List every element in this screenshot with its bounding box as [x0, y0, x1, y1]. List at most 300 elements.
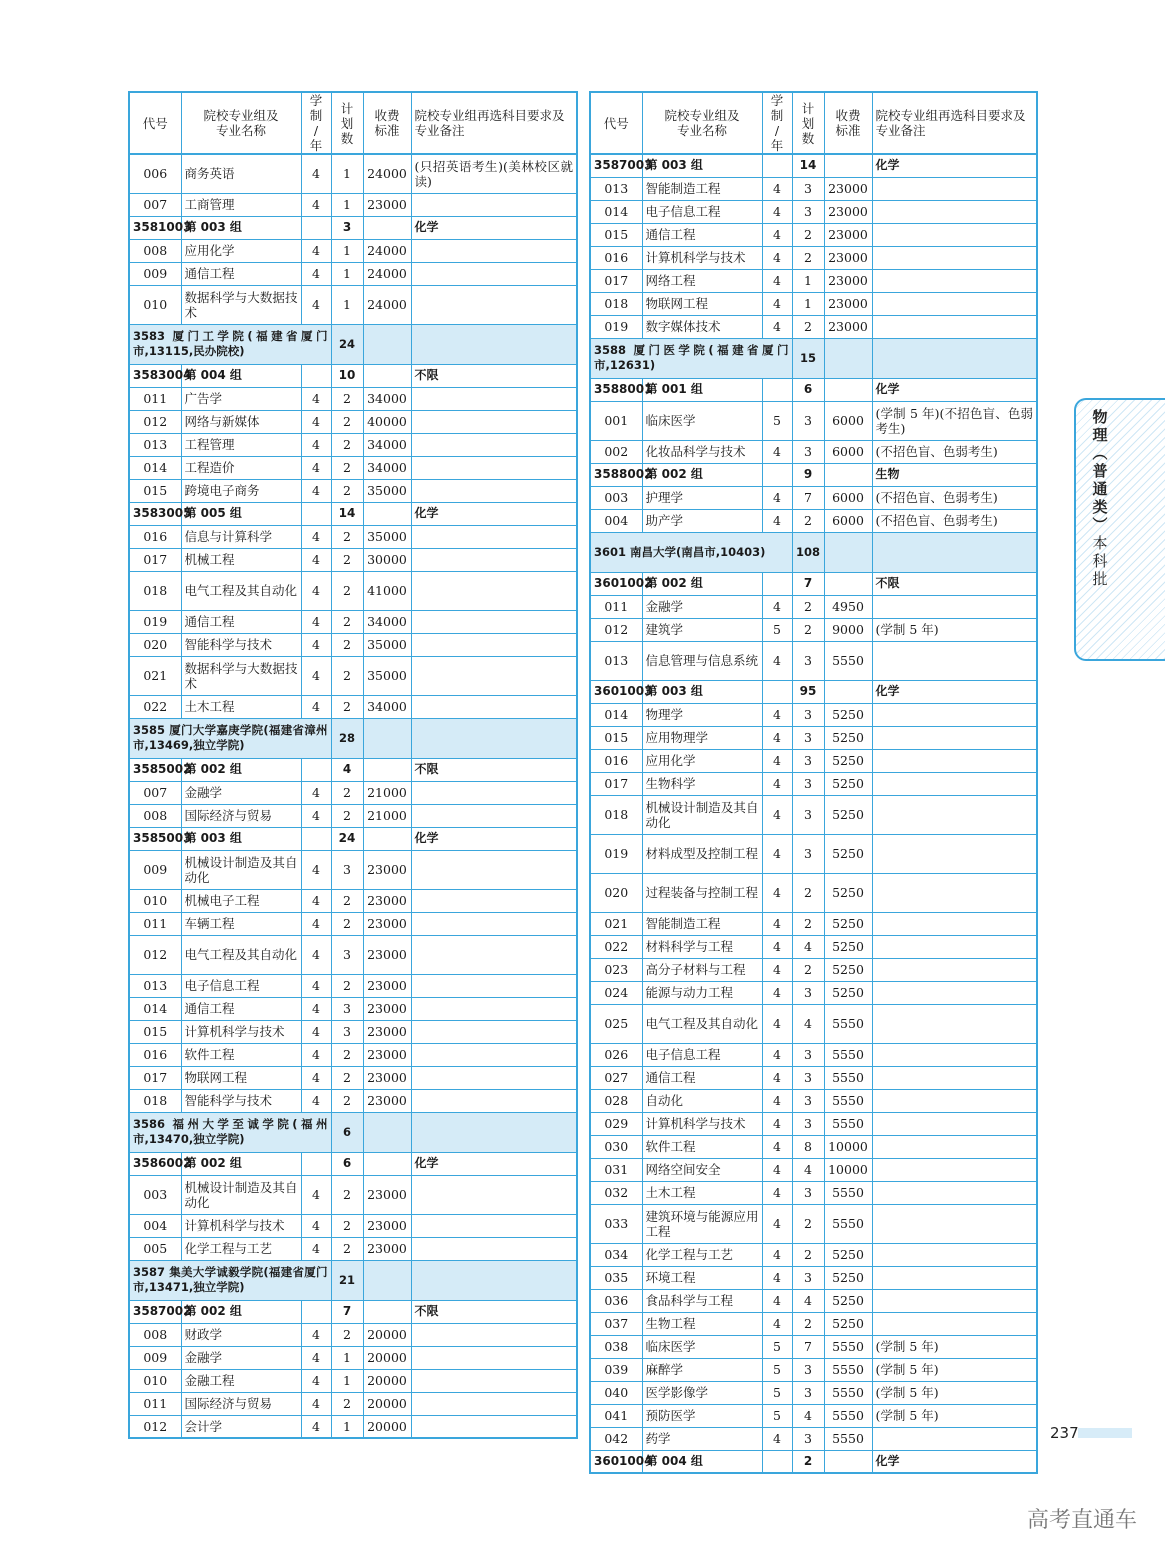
- school-plan: 21: [331, 1260, 363, 1300]
- group-code: 3588001: [590, 378, 642, 401]
- major-row: [129, 571, 577, 610]
- major-code: 008: [129, 1323, 181, 1346]
- major-years: 4: [762, 1158, 792, 1181]
- major-name: 自动化: [642, 1089, 762, 1112]
- major-years: 4: [762, 958, 792, 981]
- group-row: [129, 216, 577, 239]
- major-years: 4: [762, 200, 792, 223]
- group-plan: 6: [331, 1152, 363, 1175]
- group-plan: 14: [792, 154, 824, 177]
- section-side-tab: [1074, 398, 1165, 661]
- major-plan: 1: [331, 262, 363, 285]
- major-years: 4: [301, 656, 331, 695]
- major-row: [129, 387, 577, 410]
- major-code: 023: [590, 958, 642, 981]
- major-plan: 3: [331, 850, 363, 889]
- major-years: 4: [301, 456, 331, 479]
- header-remark: 院校专业组再选科目要求及 专业备注: [872, 92, 1037, 154]
- header-years: 学 制 / 年: [301, 92, 331, 154]
- major-name: 网络工程: [642, 269, 762, 292]
- major-name: 跨境电子商务: [181, 479, 301, 502]
- major-plan: 2: [792, 595, 824, 618]
- major-fee: 23000: [363, 1175, 411, 1214]
- major-row: [590, 1289, 1037, 1312]
- group-fee-empty: [363, 364, 411, 387]
- major-years: 4: [762, 1204, 792, 1243]
- group-row: [129, 758, 577, 781]
- group-row: [129, 364, 577, 387]
- major-name: 能源与动力工程: [642, 981, 762, 1004]
- major-fee: 5550: [824, 1404, 872, 1427]
- major-name: 商务英语: [181, 154, 301, 193]
- major-plan: 4: [792, 1289, 824, 1312]
- group-fee-empty: [824, 572, 872, 595]
- major-row: [129, 610, 577, 633]
- major-code: 013: [590, 641, 642, 680]
- major-code: 010: [129, 285, 181, 324]
- major-remark: (学制 5 年): [872, 1381, 1037, 1404]
- major-years: 5: [762, 401, 792, 440]
- major-fee: 5550: [824, 1427, 872, 1450]
- major-fee: 35000: [363, 633, 411, 656]
- major-code: 029: [590, 1112, 642, 1135]
- major-name: 应用化学: [181, 239, 301, 262]
- major-remark: [411, 889, 577, 912]
- major-code: 012: [129, 1415, 181, 1438]
- major-row: [129, 154, 577, 193]
- major-plan: 2: [331, 548, 363, 571]
- major-code: 013: [129, 974, 181, 997]
- major-fee: 23000: [824, 315, 872, 338]
- major-fee: 5250: [824, 981, 872, 1004]
- group-years-empty: [301, 1300, 331, 1323]
- major-years: 4: [762, 1181, 792, 1204]
- major-row: [590, 772, 1037, 795]
- major-years: 4: [301, 1392, 331, 1415]
- school-remark-empty: [411, 324, 577, 364]
- major-row: [590, 1266, 1037, 1289]
- major-remark: [872, 1089, 1037, 1112]
- major-plan: 3: [792, 1112, 824, 1135]
- major-remark: [872, 1004, 1037, 1043]
- group-years-empty: [762, 572, 792, 595]
- group-plan: 24: [331, 827, 363, 850]
- major-years: 4: [301, 912, 331, 935]
- major-remark: [411, 1415, 577, 1438]
- major-plan: 2: [331, 804, 363, 827]
- major-code: 009: [129, 262, 181, 285]
- major-plan: 3: [792, 726, 824, 749]
- major-remark: [872, 292, 1037, 315]
- major-fee: 35000: [363, 479, 411, 502]
- group-plan: 7: [331, 1300, 363, 1323]
- group-requirement: 化学: [872, 378, 1037, 401]
- major-code: 014: [590, 703, 642, 726]
- major-name: 物联网工程: [642, 292, 762, 315]
- enrollment-table-left: [128, 91, 578, 1439]
- major-code: 013: [129, 433, 181, 456]
- group-years-empty: [301, 364, 331, 387]
- major-row: [590, 1312, 1037, 1335]
- major-name: 信息管理与信息系统: [642, 641, 762, 680]
- school-fee-empty: [363, 1112, 411, 1152]
- group-years-empty: [762, 680, 792, 703]
- major-name: 数字媒体技术: [642, 315, 762, 338]
- group-name: 第 004 组: [642, 1450, 762, 1473]
- major-years: 4: [301, 262, 331, 285]
- major-remark: [872, 315, 1037, 338]
- major-name: 网络空间安全: [642, 1158, 762, 1181]
- major-plan: 2: [331, 781, 363, 804]
- major-row: [590, 873, 1037, 912]
- major-name: 物理学: [642, 703, 762, 726]
- school-remark-empty: [872, 338, 1037, 378]
- major-remark: [872, 1289, 1037, 1312]
- major-remark: [411, 285, 577, 324]
- major-plan: 2: [331, 525, 363, 548]
- major-row: [129, 781, 577, 804]
- major-row: [129, 1043, 577, 1066]
- school-fee-empty: [363, 718, 411, 758]
- major-row: [590, 595, 1037, 618]
- major-code: 015: [129, 479, 181, 502]
- major-name: 通信工程: [181, 262, 301, 285]
- major-remark: [411, 1089, 577, 1112]
- major-years: 4: [301, 154, 331, 193]
- major-row: [590, 269, 1037, 292]
- major-row: [129, 656, 577, 695]
- major-plan: 2: [331, 695, 363, 718]
- major-name: 国际经济与贸易: [181, 804, 301, 827]
- group-code: 3586002: [129, 1152, 181, 1175]
- major-code: 012: [129, 410, 181, 433]
- major-row: [129, 974, 577, 997]
- major-name: 通信工程: [181, 997, 301, 1020]
- major-row: [129, 1392, 577, 1415]
- major-row: [129, 695, 577, 718]
- major-fee: 20000: [363, 1369, 411, 1392]
- school-plan: 24: [331, 324, 363, 364]
- major-code: 014: [129, 997, 181, 1020]
- major-fee: 5550: [824, 1112, 872, 1135]
- major-plan: 3: [792, 834, 824, 873]
- school-remark-empty: [411, 1260, 577, 1300]
- school-remark-empty: [411, 718, 577, 758]
- major-fee: 24000: [363, 262, 411, 285]
- group-code: 3601002: [590, 572, 642, 595]
- major-fee: 5250: [824, 935, 872, 958]
- group-row: [590, 1450, 1037, 1473]
- major-years: 4: [762, 834, 792, 873]
- major-years: 4: [762, 641, 792, 680]
- major-code: 018: [129, 1089, 181, 1112]
- major-fee: 23000: [363, 997, 411, 1020]
- major-fee: 5250: [824, 912, 872, 935]
- major-row: [590, 1089, 1037, 1112]
- major-name: 信息与计算科学: [181, 525, 301, 548]
- major-row: [590, 795, 1037, 834]
- major-plan: 8: [792, 1135, 824, 1158]
- major-row: [129, 1369, 577, 1392]
- group-plan: 2: [792, 1450, 824, 1473]
- major-name: 机械设计制造及其自动化: [642, 795, 762, 834]
- group-row: [590, 572, 1037, 595]
- major-fee: 5250: [824, 1289, 872, 1312]
- major-plan: 1: [331, 1346, 363, 1369]
- major-name: 计算机科学与技术: [642, 1112, 762, 1135]
- major-name: 化妆品科学与技术: [642, 440, 762, 463]
- major-remark: [411, 1020, 577, 1043]
- major-name: 网络与新媒体: [181, 410, 301, 433]
- major-years: 4: [762, 772, 792, 795]
- major-fee: 5250: [824, 958, 872, 981]
- major-remark: [411, 525, 577, 548]
- major-name: 金融学: [642, 595, 762, 618]
- major-code: 004: [129, 1214, 181, 1237]
- major-years: 4: [301, 1415, 331, 1438]
- major-code: 032: [590, 1181, 642, 1204]
- major-code: 017: [590, 772, 642, 795]
- major-years: 4: [301, 1369, 331, 1392]
- major-row: [590, 1204, 1037, 1243]
- major-fee: 5250: [824, 772, 872, 795]
- major-years: 4: [762, 912, 792, 935]
- major-plan: 3: [792, 1089, 824, 1112]
- major-remark: (学制 5 年)(不招色盲、色弱考生): [872, 401, 1037, 440]
- major-plan: 1: [331, 239, 363, 262]
- major-code: 028: [590, 1089, 642, 1112]
- major-name: 智能制造工程: [642, 912, 762, 935]
- major-name: 物联网工程: [181, 1066, 301, 1089]
- major-years: 4: [762, 1135, 792, 1158]
- group-plan: 9: [792, 463, 824, 486]
- major-row: [590, 200, 1037, 223]
- group-name: 第 003 组: [181, 216, 301, 239]
- major-years: 4: [762, 1289, 792, 1312]
- major-code: 007: [129, 193, 181, 216]
- major-remark: [411, 1346, 577, 1369]
- major-remark: [411, 997, 577, 1020]
- group-years-empty: [301, 1152, 331, 1175]
- major-remark: [411, 410, 577, 433]
- major-remark: [411, 656, 577, 695]
- group-fee-empty: [363, 502, 411, 525]
- group-years-empty: [762, 463, 792, 486]
- major-row: [129, 1346, 577, 1369]
- major-plan: 2: [331, 974, 363, 997]
- major-remark: [411, 1369, 577, 1392]
- major-remark: [872, 595, 1037, 618]
- major-remark: [872, 935, 1037, 958]
- major-plan: 3: [792, 981, 824, 1004]
- major-name: 计算机科学与技术: [642, 246, 762, 269]
- school-remark-empty: [411, 1112, 577, 1152]
- major-code: 003: [590, 486, 642, 509]
- major-row: [590, 509, 1037, 532]
- major-years: 4: [762, 935, 792, 958]
- school-row: [590, 338, 1037, 378]
- group-requirement: 化学: [872, 1450, 1037, 1473]
- header-name: 院校专业组及 专业名称: [181, 92, 301, 154]
- major-code: 027: [590, 1066, 642, 1089]
- major-name: 计算机科学与技术: [181, 1020, 301, 1043]
- major-name: 软件工程: [642, 1135, 762, 1158]
- major-plan: 3: [792, 1266, 824, 1289]
- major-code: 017: [129, 548, 181, 571]
- major-code: 034: [590, 1243, 642, 1266]
- major-remark: [411, 1066, 577, 1089]
- major-code: 024: [590, 981, 642, 1004]
- major-years: 4: [762, 873, 792, 912]
- major-fee: 5250: [824, 726, 872, 749]
- major-name: 土木工程: [181, 695, 301, 718]
- major-code: 016: [129, 525, 181, 548]
- group-years-empty: [762, 154, 792, 177]
- major-years: 4: [301, 1346, 331, 1369]
- major-plan: 3: [792, 1066, 824, 1089]
- group-fee-empty: [824, 1450, 872, 1473]
- major-fee: 23000: [363, 193, 411, 216]
- major-remark: [872, 1135, 1037, 1158]
- major-remark: [872, 912, 1037, 935]
- major-code: 037: [590, 1312, 642, 1335]
- major-remark: [872, 873, 1037, 912]
- group-requirement: 不限: [411, 364, 577, 387]
- group-fee-empty: [824, 154, 872, 177]
- major-plan: 3: [792, 749, 824, 772]
- header-fee: 收费 标准: [824, 92, 872, 154]
- group-years-empty: [301, 758, 331, 781]
- major-row: [590, 912, 1037, 935]
- major-plan: 1: [331, 1369, 363, 1392]
- major-remark: [872, 1066, 1037, 1089]
- major-code: 015: [590, 726, 642, 749]
- group-plan: 95: [792, 680, 824, 703]
- major-code: 002: [590, 440, 642, 463]
- major-years: 5: [762, 1335, 792, 1358]
- major-years: 4: [301, 974, 331, 997]
- major-fee: 5550: [824, 1204, 872, 1243]
- major-years: 4: [762, 1043, 792, 1066]
- major-remark: [872, 726, 1037, 749]
- major-name: 建筑学: [642, 618, 762, 641]
- major-plan: 2: [331, 456, 363, 479]
- major-plan: 7: [792, 486, 824, 509]
- major-remark: [411, 1175, 577, 1214]
- major-years: 4: [301, 410, 331, 433]
- major-fee: 10000: [824, 1135, 872, 1158]
- major-years: 4: [301, 525, 331, 548]
- major-fee: 5550: [824, 1381, 872, 1404]
- major-name: 机械设计制造及其自动化: [181, 850, 301, 889]
- major-row: [590, 1358, 1037, 1381]
- table-body-right: [590, 154, 1037, 1473]
- major-code: 038: [590, 1335, 642, 1358]
- major-name: 生物科学: [642, 772, 762, 795]
- major-name: 化学工程与工艺: [642, 1243, 762, 1266]
- major-name: 数据科学与大数据技术: [181, 285, 301, 324]
- header-code: 代号: [590, 92, 642, 154]
- major-plan: 4: [792, 1004, 824, 1043]
- major-row: [590, 981, 1037, 1004]
- major-name: 金融工程: [181, 1369, 301, 1392]
- major-row: [129, 1020, 577, 1043]
- major-plan: 2: [331, 433, 363, 456]
- major-plan: 2: [792, 509, 824, 532]
- group-code: 3588002: [590, 463, 642, 486]
- major-code: 013: [590, 177, 642, 200]
- major-remark: [872, 641, 1037, 680]
- major-row: [129, 935, 577, 974]
- header-fee: 收费 标准: [363, 92, 411, 154]
- major-years: 4: [301, 1323, 331, 1346]
- group-row: [129, 502, 577, 525]
- major-years: 4: [301, 387, 331, 410]
- school-row: [129, 1112, 577, 1152]
- major-code: 014: [129, 456, 181, 479]
- major-remark: [411, 610, 577, 633]
- group-plan: 7: [792, 572, 824, 595]
- major-fee: 5250: [824, 795, 872, 834]
- major-plan: 4: [792, 935, 824, 958]
- major-name: 高分子材料与工程: [642, 958, 762, 981]
- major-years: 4: [301, 889, 331, 912]
- major-name: 临床医学: [642, 1335, 762, 1358]
- group-row: [590, 680, 1037, 703]
- major-row: [590, 1381, 1037, 1404]
- major-plan: 2: [331, 1214, 363, 1237]
- major-name: 智能科学与技术: [181, 1089, 301, 1112]
- major-remark: [411, 1323, 577, 1346]
- major-remark: [872, 177, 1037, 200]
- major-code: 040: [590, 1381, 642, 1404]
- major-row: [590, 1043, 1037, 1066]
- major-code: 015: [129, 1020, 181, 1043]
- major-remark: [872, 834, 1037, 873]
- side-tab-paren-open: ︵: [1092, 444, 1108, 462]
- major-plan: 2: [331, 571, 363, 610]
- school-row: [590, 532, 1037, 572]
- major-remark: [872, 1243, 1037, 1266]
- major-code: 008: [129, 239, 181, 262]
- major-fee: 23000: [363, 889, 411, 912]
- major-remark: [411, 695, 577, 718]
- major-remark: [411, 193, 577, 216]
- major-name: 通信工程: [642, 1066, 762, 1089]
- major-years: 4: [762, 1427, 792, 1450]
- major-code: 016: [129, 1043, 181, 1066]
- major-fee: 23000: [824, 269, 872, 292]
- major-years: 4: [762, 223, 792, 246]
- major-row: [590, 1158, 1037, 1181]
- major-code: 016: [590, 246, 642, 269]
- major-remark: [872, 1266, 1037, 1289]
- major-plan: 2: [331, 387, 363, 410]
- school-plan: 108: [792, 532, 824, 572]
- major-years: 5: [762, 1381, 792, 1404]
- school-name: 3601 南昌大学(南昌市,10403): [590, 532, 792, 572]
- major-code: 030: [590, 1135, 642, 1158]
- major-remark: (不招色盲、色弱考生): [872, 440, 1037, 463]
- major-remark: [872, 1427, 1037, 1450]
- major-years: 4: [301, 1237, 331, 1260]
- major-code: 009: [129, 1346, 181, 1369]
- major-row: [129, 1089, 577, 1112]
- major-years: 4: [762, 795, 792, 834]
- page-number: 237: [1050, 1424, 1079, 1442]
- major-fee: 20000: [363, 1415, 411, 1438]
- group-fee-empty: [824, 378, 872, 401]
